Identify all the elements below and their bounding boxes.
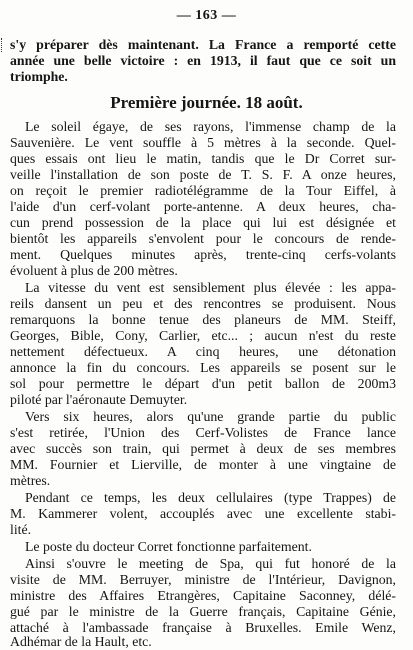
text-line: bientôt les appareils s'envolent pour le concours de rende-: [10, 231, 396, 246]
text-line: reils dansent un peu et des rencontres se produisent. Nous: [10, 296, 396, 311]
text-line: Vers six heures, alors qu'une grande partie du public: [25, 409, 396, 424]
text-line: piloté par l'aéronaute Demuyter.: [10, 392, 188, 407]
intro-line: année une belle victoire : en 1913, il faut que ce soit un: [10, 53, 396, 68]
text-line: mètres.: [10, 473, 51, 488]
text-line: avec succès son train, qui permet à deux de ses membres: [10, 441, 396, 456]
text-line: cun prend possession de la place qui lui est désignée et: [10, 215, 396, 230]
text-line: Ainsi s'ouvre le meeting de Spa, qui fut honoré de la: [25, 556, 396, 571]
text-line: visite de MM. Berruyer, ministre de l'Intérieur, Davignon,: [10, 572, 396, 587]
section-heading: Première journée. 18 août.: [110, 93, 303, 112]
margin-mark: [1, 38, 8, 52]
text-line: l'aide d'un cerf-volant porte-antenne. A deux heures, cha-: [10, 199, 396, 214]
text-line: évoluent à plus de 200 mètres.: [10, 263, 178, 278]
text-line: Le soleil égaye, de ses rayons, l'immense champ de la: [25, 119, 396, 134]
text-line: Adhémar de la Hault, etc.: [10, 634, 152, 649]
text-line: ment. Quelques minutes après, trente-cinq cerfs-volants: [10, 247, 396, 262]
text-line: on reçoit le premier radiotélégramme de la Tour Eiffel, à: [10, 183, 396, 198]
text-line: sol pour permettre le départ d'un petit ballon de 200m3: [10, 376, 396, 391]
intro-line: triomphe.: [10, 69, 68, 84]
text-line: attaché à l'ambassade française à Bruxelles. Emile Wenz,: [10, 620, 396, 635]
text-line: lité.: [10, 522, 32, 537]
text-line: MM. Fournier et Lierville, de monter à une vingtaine de: [10, 457, 396, 472]
text-line: ques essais ont lieu le matin, tandis que le Dr Corret sur-: [10, 151, 396, 166]
text-line: s'est retirée, l'Union des Cerf-Volistes de France lance: [10, 425, 396, 440]
text-line: Pendant ce temps, les deux cellulaires (type Trappes) de: [25, 490, 396, 505]
text-line: ministre des Affaires Etrangères, Capitaine Saconney, délé-: [10, 588, 396, 603]
text-line: annonce la fin du concours. Les appareils se posent sur le: [10, 360, 396, 375]
text-line: M. Kammerer volent, accouplés avec une excellente stabi-: [10, 506, 396, 521]
text-line: remarquons la bonne tenue des planeurs de MM. Steiff,: [10, 312, 396, 327]
text-line: veille l'installation de son poste de T. S. F. A onze heures,: [10, 167, 396, 182]
text-line: gué par le ministre de la Guerre français, Capitaine Génie,: [10, 604, 396, 619]
page-number: — 163 —: [176, 8, 237, 23]
text-line: nettement défectueux. A cinq heures, une détonation: [10, 344, 396, 359]
text-line: Sauvenière. Le vent souffle à 5 mètres à la seconde. Quel-: [10, 135, 396, 150]
intro-line: s'y préparer dès maintenant. La France a remporté cette: [10, 37, 396, 52]
text-line: Le poste du docteur Corret fonctionne parfaitement.: [25, 539, 312, 554]
text-line: La vitesse du vent est sensiblement plus élevée : les appa-: [25, 280, 396, 295]
text-line: Georges, Bible, Cony, Carlier, etc... ; aucun n'est du reste: [10, 328, 396, 343]
